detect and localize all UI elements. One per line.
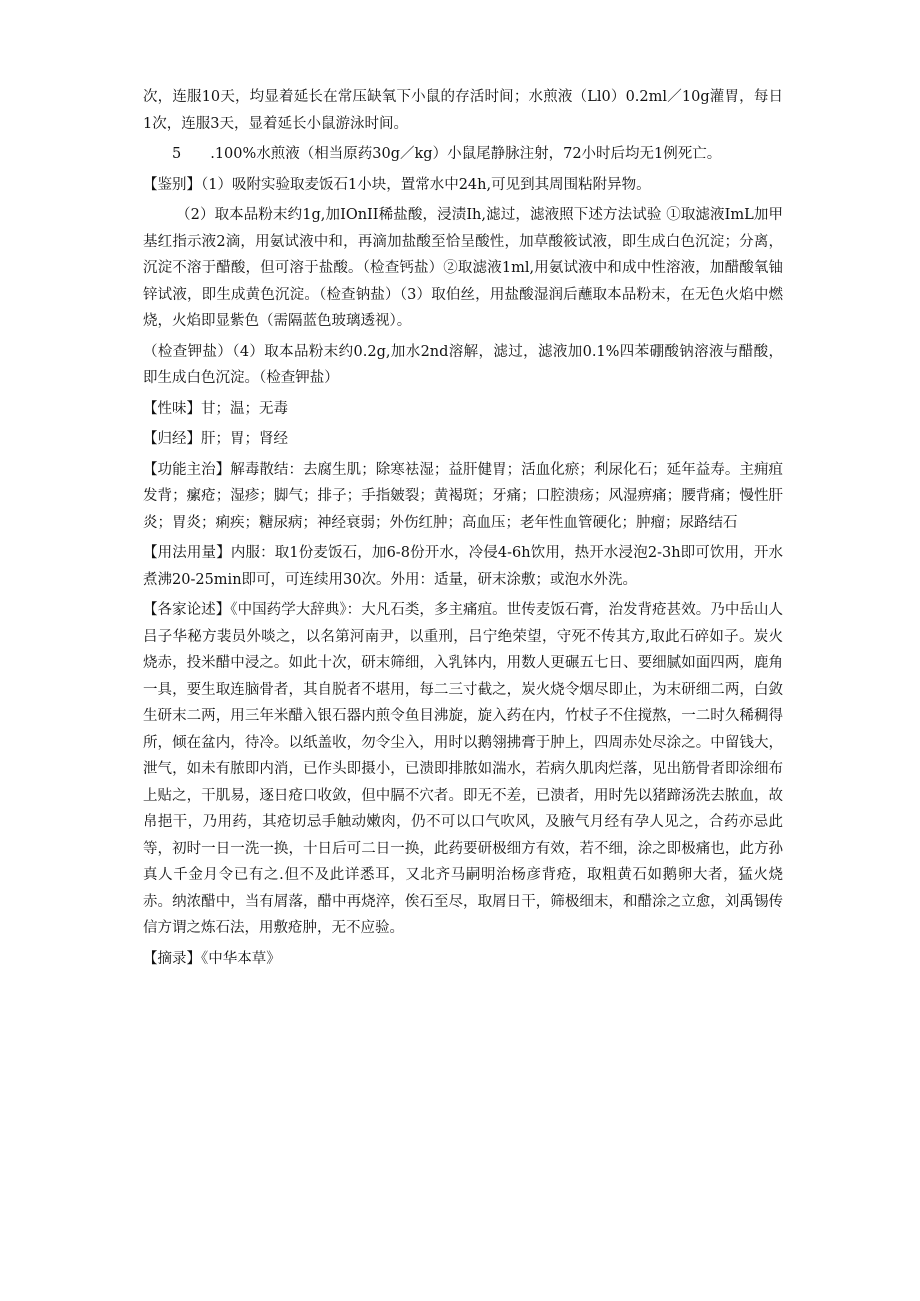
- paragraph-discussion: 【各家论述】《中国药学大辞典》：大凡石类，多主痛疽。世传麦饭石膏，治发背疮甚效。乃中岳山人吕子华秘方裴员外啖之，以名第河南尹，以重刑，吕宁绝荣望，守死不传其方,取此石碎如子。炭火烧赤，投米醋中浸之。如此十次，研末筛细，入乳钵内，用数人更碾五七日、要细腻如面四两，鹿角一具，要生取连脑骨者，其自脱者不堪用，每二三寸截之，炭火烧令烟尽即止，为末研细二两，白敛生研末二两，用三年米醋入银石器内煎令鱼目沸旋，旋入药在内，竹杖子不住搅熬，一二时久稀稠得所，倾在盆内，待冷。以纸盖收，勿令尘入，用时以鹅翎拂膏于肿上，四周赤处尽涂之。中留钱大，泄气，如未有脓即内消，已作头即摄小，已溃即排脓如湍水，若病久肌肉烂落，见出筋骨者即涂细布上贴之，干肌易，逐日疮口收敛，但中膈不穴者。即无不差，已溃者，用时先以猪蹄汤洗去脓血，故帛挹干，乃用药，其疮切忌手触动嫩肉，仍不可以口气吹风，及腋气月经有孕人见之，合药亦忌此等，初时一日一洗一换，十日后可二日一换，此药要研极细方有效，若不细，涂之即极痛也，此方孙真人千金月令已有之.但不及此详悉耳，又北齐马嗣明治杨彦背疮，取粗黄石如鹅卵大者，猛火烧赤。纳浓醋中，当有屑落，醋中再烧淬，俟石至尽，取屑日干，筛极细末，和醋涂之立愈，刘禹锡传信方谓之炼石法，用敷疮肿，无不应验。: [143, 602, 783, 936]
- paragraph-taste: 【性味】甘；温；无毒: [143, 400, 288, 417]
- paragraph-identification-2: （2）取本品粉末约1g,加IOnII稀盐酸，浸渍Ih,滤过，滤液照下述方法试验 ①取滤液ImL加甲基红指示液2滴，用氨试液中和，再滴加盐酸至恰呈酸性，加草酸筱试液，即生成白色沉淀；分离，沉淀不溶于醋酸，但可溶于盐酸。（检查钙盐）②取滤液1ml,用氨试液中和成中性溶液，加醋酸氧铀锌试液，即生成黄色沉淀。（检查钠盐）（3）取伯丝，用盐酸湿润后蘸取本品粉末，在无色火焰中燃烧，火焰即显紫色（需隔蓝色玻璃透视）。: [143, 207, 783, 329]
- document-body: [143, 84, 783, 976]
- paragraph-usage: 【用法用量】内服：取1份麦饭石，加6-8份开水，冷侵4-6h饮用，热开水浸泡2-3h即可饮用，开水煮沸20-25min即可，可连续用30次。外用：适量，研末涂敷；或泡水外洗。: [143, 545, 783, 588]
- paragraph-source: 【摘录】《中华本草》: [143, 950, 281, 967]
- paragraph-identification-4: （检查钾盐）（4）取本品粉末约0.2g,加水2nd溶解，滤过，滤液加0.1%四苯硼酸钠溶液与醋酸，即生成白色沉淀。（检查钾盐）: [143, 343, 783, 386]
- paragraph-identification: 【鉴别】（1）吸附实验取麦饭石1小块，置常水中24h,可见到其周围粘附异物。: [143, 176, 651, 193]
- paragraph-functions: 【功能主治】解毒散结：去腐生肌；除寒袪湿；益肝健胃；活血化瘀；利尿化石；延年益寿。主痈疽发背；瘰疮；湿疹；脚气；排子；手指皴裂；黄褐斑；牙痛；口腔溃疡；风湿痹痛；腰背痛；慢性肝炎；胃炎；痢疾；糖尿病；神经衰弱；外伤红肿；高血压；老年性血管硬化；肿瘤；尿路结石: [143, 461, 783, 531]
- paragraph-meridian: 【归经】肝；胃；肾经: [143, 431, 288, 447]
- paragraph-item-5: 5 .100%水煎液（相当原药30g／kg）小鼠尾静脉注射，72小时后均无1例死亡。: [172, 146, 722, 162]
- paragraph-intro: 次，连服10天，均显着延长在常压缺氧下小鼠的存活时间；水煎液（Ll0）0.2ml／10g灌胃，每日1次，连服3天，显着延长小鼠游泳时间。: [143, 89, 783, 132]
